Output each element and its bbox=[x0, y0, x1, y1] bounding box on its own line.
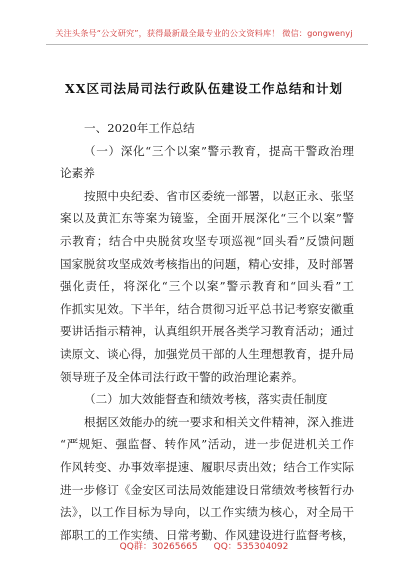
header-banner: 关注头条号“公文研究”，获得最新最全最专业的公文资料库！ 微信：gongwenyj bbox=[55, 28, 353, 38]
footer-contact bbox=[0, 539, 408, 552]
paragraph-line: 示教育；结合中央脱贫攻坚专项巡视“回头看”反馈问题 bbox=[60, 233, 354, 248]
subsection-heading: （二）加大效能督查和绩效考核，落实责任制度 bbox=[84, 392, 328, 407]
paragraph-line: 强化责任，将深化“三个以案”警示教育和“回头看”工 bbox=[60, 279, 354, 294]
paragraph-line: 作风转变、办事效率提速、履职尽责出效；结合工作实际 bbox=[60, 459, 354, 474]
document-title: XX区司法局司法行政队伍建设工作总结和计划 bbox=[65, 81, 343, 96]
paragraph-line: 法》，以工作目标为导向，以工作实绩为核心，对全局干 bbox=[60, 505, 354, 520]
subsection-heading-line: （一）深化“三个以案”警示教育，提高干警政治理 bbox=[84, 143, 354, 158]
section-heading: 一、2020年工作总结 bbox=[84, 121, 195, 135]
document-body bbox=[60, 117, 354, 546]
paragraph-line: 按照中央纪委、省市区委统一部署，以赵正永、张坚 bbox=[84, 188, 354, 203]
paragraph-line: 读原文、谈心得，加强党员干部的人生理想教育，提升局 bbox=[60, 346, 354, 361]
paragraph-line: “严规矩、强监督、转作风”活动，进一步促进机关工作 bbox=[60, 437, 354, 452]
paragraph-line: 国家脱贫攻坚成效考核指出的问题，精心安排，及时部署 bbox=[60, 256, 354, 271]
subsection-heading-line: 论素养 bbox=[60, 166, 95, 181]
header-divider bbox=[46, 44, 368, 45]
paragraph-line: 部职工的工作实绩、日常考勤、作风建设进行监督考核， bbox=[60, 527, 354, 542]
paragraph-line: 领导班子及全体司法行政干警的政治理论素养。 bbox=[60, 369, 304, 384]
paragraph-line: 作抓实见效。下半年，结合贯彻习近平总书记考察安徽重 bbox=[60, 301, 354, 316]
footer-qq: QQ：535304092 bbox=[213, 542, 289, 552]
paragraph-line: 案以及黄汇东等案为镜鉴，全面开展深化“三个以案”警 bbox=[60, 211, 354, 226]
paragraph-line: 进一步修订《金安区司法局效能建设日常绩效考核暂行办 bbox=[60, 482, 354, 497]
paragraph-line: 根据区效能办的统一要求和相关文件精神，深入推进 bbox=[84, 414, 354, 429]
footer-qq-group: QQ群：30265665 bbox=[119, 542, 198, 552]
paragraph-line: 要讲话指示精神，认真组织开展各类学习教育活动；通过 bbox=[60, 324, 354, 339]
